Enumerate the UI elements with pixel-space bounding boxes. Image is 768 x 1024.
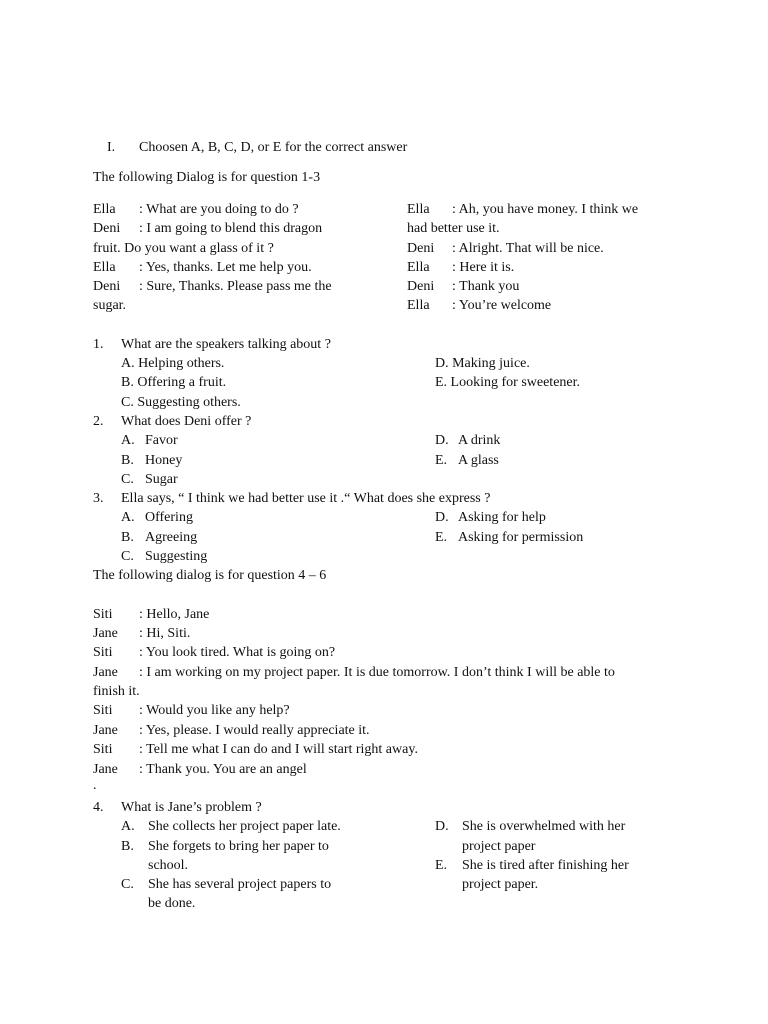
q1-option-a: A. Helping others. — [121, 356, 225, 371]
q3-option-e-letter: E. — [435, 530, 448, 545]
q3-option-d-text: Asking for help — [458, 510, 546, 525]
q3-option-b-letter: B. — [121, 530, 134, 545]
q4-option-d-text-1: She is overwhelmed with her — [462, 819, 626, 834]
q3-option-b-text: Agreeing — [145, 530, 198, 545]
question-text-3: Ella says, “ I think we had better use it .“ What does she express ? — [121, 491, 491, 506]
q4-option-e-text-1: She is tired after finishing her — [462, 858, 629, 873]
dialog1-right-speaker-3: Deni — [407, 241, 435, 256]
dialog2-line-1: : Hello, Jane — [139, 607, 210, 622]
dialog2-speaker-4: Jane — [93, 665, 118, 680]
dialog1-intro: The following Dialog is for question 1-3 — [93, 170, 321, 185]
dialog1-right-line-6: : You’re welcome — [452, 298, 552, 313]
q2-option-c-letter: C. — [121, 472, 134, 487]
q4-option-a-letter: A. — [121, 819, 135, 834]
dialog1-left-line-2: : I am going to blend this dragon — [139, 221, 323, 236]
q2-option-d-text: A drink — [458, 433, 501, 448]
q4-option-b-letter: B. — [121, 839, 134, 854]
q1-option-b: B. Offering a fruit. — [121, 375, 227, 390]
q2-option-b-letter: B. — [121, 453, 134, 468]
dialog1-left-speaker-4: Ella — [93, 260, 116, 275]
dialog2-line-7: : Yes, please. I would really appreciate it. — [139, 723, 370, 738]
dialog2-line-9: : Thank you. You are an angel — [139, 762, 307, 777]
q1-option-c: C. Suggesting others. — [121, 395, 241, 410]
dialog1-left-speaker-5: Deni — [93, 279, 121, 294]
dialog1-left-speaker-1: Ella — [93, 202, 116, 217]
dialog1-right-line-4: : Here it is. — [452, 260, 515, 275]
dialog1-right-line-1: : Ah, you have money. I think we — [452, 202, 639, 217]
question-number-4: 4. — [93, 800, 104, 815]
dialog1-right-speaker-5: Deni — [407, 279, 435, 294]
dialog2-speaker-2: Jane — [93, 626, 118, 641]
q3-option-a-text: Offering — [145, 510, 193, 525]
dialog1-left-line-5: : Sure, Thanks. Please pass me the — [139, 279, 332, 294]
dialog2-speaker-6: Siti — [93, 703, 113, 718]
q2-option-e-letter: E. — [435, 453, 448, 468]
q2-option-b-text: Honey — [145, 453, 183, 468]
question-text-4: What is Jane’s problem ? — [121, 800, 262, 815]
q4-option-e-letter: E. — [435, 858, 448, 873]
dialog2-line-4: : I am working on my project paper. It is due tomorrow. I don’t think I will be able to — [139, 665, 615, 680]
dialog1-right-line-5: : Thank you — [452, 279, 520, 294]
dialog2-speaker-9: Jane — [93, 762, 118, 777]
dialog1-left-line-1: : What are you doing to do ? — [139, 202, 299, 217]
q1-option-e: E. Looking for sweetener. — [435, 375, 581, 390]
question-text-1: What are the speakers talking about ? — [121, 337, 331, 352]
dialog2-speaker-3: Siti — [93, 645, 113, 660]
dialog1-left-speaker-2: Deni — [93, 221, 121, 236]
q4-option-a-text: She collects her project paper late. — [148, 819, 341, 834]
q4-option-c-text-2: be done. — [148, 896, 196, 911]
question-text-2: What does Deni offer ? — [121, 414, 252, 429]
section-number: I. — [107, 140, 116, 155]
q2-option-a-letter: A. — [121, 433, 135, 448]
dialog2-line-5: finish it. — [93, 684, 140, 699]
q3-option-c-text: Suggesting — [145, 549, 208, 564]
dialog1-right-speaker-6: Ella — [407, 298, 430, 313]
q4-option-b-text-1: She forgets to bring her paper to — [148, 839, 329, 854]
dialog1-right-speaker-1: Ella — [407, 202, 430, 217]
q3-option-d-letter: D. — [435, 510, 449, 525]
q2-option-d-letter: D. — [435, 433, 449, 448]
dialog2-intro: The following dialog is for question 4 – 6 — [93, 568, 327, 583]
dialog2-line-8: : Tell me what I can do and I will start right away. — [139, 742, 418, 757]
dialog1-left-line-3: fruit. Do you want a glass of it ? — [93, 241, 274, 256]
q4-option-d-letter: D. — [435, 819, 449, 834]
q3-option-e-text: Asking for permission — [458, 530, 584, 545]
dialog2-speaker-7: Jane — [93, 723, 118, 738]
q2-option-a-text: Favor — [145, 433, 178, 448]
question-number-1: 1. — [93, 337, 104, 352]
dialog1-right-line-2: had better use it. — [407, 221, 500, 236]
question-number-3: 3. — [93, 491, 104, 506]
dialog1-left-line-6: sugar. — [93, 298, 127, 313]
question-number-2: 2. — [93, 414, 104, 429]
q4-option-c-letter: C. — [121, 877, 134, 892]
q1-option-d: D. Making juice. — [435, 356, 530, 371]
q4-option-b-text-2: school. — [148, 858, 189, 873]
q3-option-c-letter: C. — [121, 549, 134, 564]
dialog1-left-line-4: : Yes, thanks. Let me help you. — [139, 260, 312, 275]
dialog1-right-line-3: : Alright. That will be nice. — [452, 241, 604, 256]
dialog2-line-6: : Would you like any help? — [139, 703, 290, 718]
q4-option-c-text-1: She has several project papers to — [148, 877, 332, 892]
q2-option-e-text: A glass — [458, 453, 499, 468]
dialog2-speaker-8: Siti — [93, 742, 113, 757]
dialog2-line-2: : Hi, Siti. — [139, 626, 191, 641]
dialog2-speaker-1: Siti — [93, 607, 113, 622]
q4-option-e-text-2: project paper. — [462, 877, 539, 892]
q4-option-d-text-2: project paper — [462, 839, 536, 854]
section-instruction: Choosen A, B, C, D, or E for the correct answer — [139, 140, 408, 155]
q2-option-c-text: Sugar — [145, 472, 178, 487]
q3-option-a-letter: A. — [121, 510, 135, 525]
dialog1-right-speaker-4: Ella — [407, 260, 430, 275]
stray-dot: . — [93, 778, 97, 793]
dialog2-line-3: : You look tired. What is going on? — [139, 645, 336, 660]
